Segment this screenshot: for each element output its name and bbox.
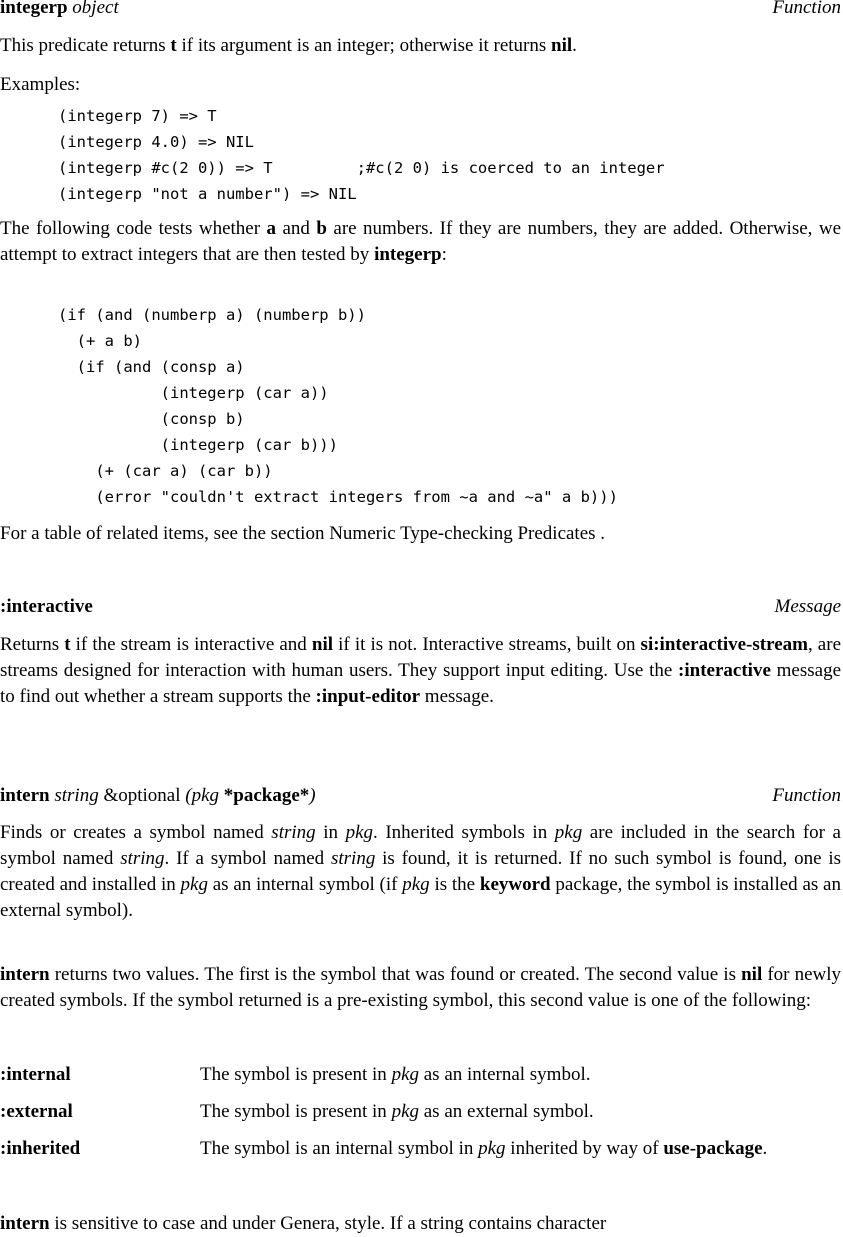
intern-description: Finds or creates a symbol named string in pkg. Inherited symbols in pkg are included in the search for a symbol named string. If a symbol named string is found, it is returned. If no such symbol is found, one is created and installed in pkg as an internal symbol (if pkg is the keyword package, the symbol is installed as an external symbol). <box>0 822 841 921</box>
entry-type: Function <box>772 785 841 806</box>
return-value-list <box>0 1062 841 1162</box>
message-name: :interactive <box>0 596 93 617</box>
function-name: intern <box>0 785 50 806</box>
code-example: (if (and (numberp a) (numberp b)) (+ a b) (if (and (consp a) (integerp (car a)) (consp b) (integerp (car b))) (+ (car a) (car b)) (error "couldn't extract integers from ~a and ~a" a b))) <box>58 306 618 506</box>
entry-type: Function <box>772 0 841 18</box>
intern-returns: intern returns two values. The first is the symbol that was found or created. The second value is nil for newly created symbols. If the symbol returned is a pre-existing symbol, this second value is one of the following: <box>0 964 841 1011</box>
examples-label: Examples: <box>0 74 81 95</box>
examples-code: (integerp 7) => T (integerp 4.0) => NIL (integerp #c(2 0)) => T ;#c(2 0) is coerced to an integer (integerp "not a number") => NIL <box>58 107 665 203</box>
value-description: The symbol is present in pkg as an external symbol. <box>200 1101 594 1122</box>
interactive-header <box>0 594 841 620</box>
value-description: The symbol is present in pkg as an internal symbol. <box>200 1064 591 1085</box>
intern-case-note: intern is sensitive to case and under Genera, style. If a string contains character <box>0 1213 607 1234</box>
function-args: object <box>72 0 119 18</box>
value-term: :internal <box>0 1064 71 1085</box>
see-also: For a table of related items, see the section Numeric Type-checking Predicates . <box>0 523 606 544</box>
entry-type: Message <box>774 596 841 617</box>
value-description: The symbol is an internal symbol in pkg inherited by way of use-package. <box>200 1138 768 1159</box>
integerp-description: This predicate returns t if its argument is an integer; otherwise it returns nil. <box>0 35 577 56</box>
integerp-header <box>0 0 841 21</box>
intern-signature: intern string &optional (pkg *package*) <box>0 785 316 806</box>
value-term: :inherited <box>0 1138 81 1159</box>
interactive-description: Returns t if the stream is interactive and nil if it is not. Interactive streams, built on si:interactive-stream, are streams designed for interaction with human users. They support input editing. Use the :interactive message to find out whether a stream supports the :input-editor message. <box>0 634 842 707</box>
intern-header <box>0 783 841 809</box>
integerp-signature <box>0 0 119 21</box>
integerp-paragraph-2: The following code tests whether a and b are numbers. If they are numbers, they are added. Otherwise, we attempt to extract integers that are then tested by integerp: <box>0 218 842 265</box>
value-term: :external <box>0 1101 73 1122</box>
function-name: integerp <box>0 0 68 18</box>
